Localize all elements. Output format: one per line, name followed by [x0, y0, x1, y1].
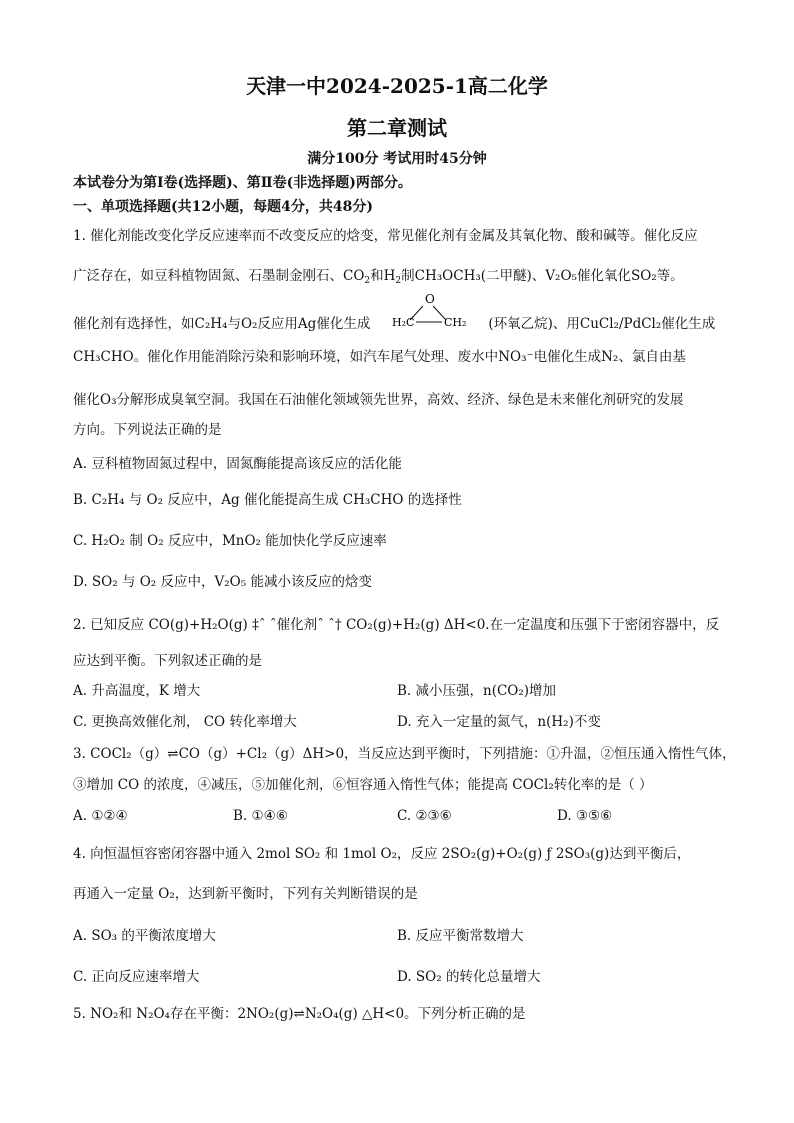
- q4-option-a: A. SO₃ 的平衡浓度增大: [73, 928, 216, 944]
- q1-option-c: C. H₂O₂ 制 O₂ 反应中，MnO₂ 能加快化学反应速率: [73, 533, 387, 549]
- epoxide-o-label: O: [425, 292, 435, 306]
- q2-option-c: C. 更换高效催化剂， CO 转化率增大: [73, 714, 297, 730]
- q1-line-1: 1. 催化剂能改变化学反应速率而不改变反应的焓变，常见催化剂有金属及其氧化物、酸和碱等。催化反应: [73, 228, 698, 244]
- q1-option-b: B. C₂H₄ 与 O₂ 反应中，Ag 催化能提高生成 CH₃CHO 的选择性: [73, 492, 462, 508]
- q3-option-d: D. ③⑤⑥: [557, 808, 613, 824]
- q1-line-6: 方向。下列说法正确的是: [73, 422, 222, 438]
- q1-line-4: CH₃CHO。催化作用能消除污染和影响环境，如汽车尾气处理、废水中NO₃⁻电催化生成N₂、氯自由基: [73, 349, 686, 365]
- epoxide-right-label: CH₂: [444, 316, 467, 329]
- q4-line-1: 4. 向恒温恒容密闭容器中通入 2mol SO₂ 和 1mol O₂，反应 2SO₂(g)+O₂(g) ƒ 2SO₃(g)达到平衡后，: [73, 846, 691, 862]
- q1-line-2: 广泛存在，如豆科植物固氮、石墨制金刚石、$CO_2$和$H_2$制CH₃OCH₃(二甲醚)、V₂O₅催化氧化SO₂等。: [73, 268, 684, 286]
- q3-line-2: ③增加 CO 的浓度，④减压，⑤加催化剂，⑥恒容通入惰性气体；能提高 COCl₂转化率的是（ ）: [73, 777, 653, 793]
- exam-intro: 本试卷分为第Ⅰ卷(选择题)、第Ⅱ卷(非选择题)两部分。: [73, 175, 412, 191]
- q2-line-1: 2. 已知反应 CO(g)+H₂O(g) ‡ˆ ˆ催化剂ˆ ˆ† CO₂(g)+H₂(g) ΔH<0.在一定温度和压强下于密闭容器中，反: [73, 617, 720, 633]
- q2-option-a: A. 升高温度，K 增大: [73, 683, 201, 699]
- q3-option-c: C. ②③⑥: [397, 808, 452, 824]
- q5-line-1: 5. NO₂和 N₂O₄存在平衡：2NO₂(g)⇌N₂O₄(g) △H<0。下列分析正确的是: [73, 1006, 526, 1022]
- epoxide-left-label: H₂C: [392, 316, 415, 329]
- q1-line-5: 催化O₃分解形成臭氧空洞。我国在石油催化领域领先世界，高效、经济、绿色是未来催化剂研究的发展: [73, 392, 684, 408]
- q1-option-d: D. SO₂ 与 O₂ 反应中，V₂O₅ 能减小该反应的焓变: [73, 574, 372, 590]
- q4-option-c: C. 正向反应速率增大: [73, 969, 200, 985]
- q2-option-d: D. 充入一定量的氮气，n(H₂)不变: [397, 714, 601, 730]
- q1-option-a: A. 豆科植物固氮过程中，固氮酶能提高该反应的活化能: [73, 456, 402, 472]
- exam-subtitle: 第二章测试: [347, 116, 447, 140]
- q2-line-2: 应达到平衡。下列叙述正确的是: [73, 653, 262, 669]
- q4-line-2: 再通入一定量 O₂，达到新平衡时，下列有关判断错误的是: [73, 886, 418, 902]
- q1-line-3: 催化剂有选择性，如C₂H₄与O₂反应用Ag催化生成 (环氧乙烷)、用CuCl₂/PdCl₂催化生成: [73, 316, 716, 332]
- q3-option-b: B. ①④⑥: [233, 808, 288, 824]
- q4-option-d: D. SO₂ 的转化总量增大: [397, 969, 541, 985]
- exam-title: 天津一中2024-2025-1高二化学: [246, 74, 548, 98]
- section-heading: 一、单项选择题(共12小题，每题4分，共48分): [73, 199, 373, 215]
- q3-line-1: 3. COCl₂（g）⇌CO（g）+Cl₂（g）ΔH>0，当反应达到平衡时，下列措施：①升温，②恒压通入惰性气体，: [73, 746, 736, 762]
- q2-option-b: B. 减小压强，n(CO₂)增加: [397, 683, 557, 699]
- q4-option-b: B. 反应平衡常数增大: [397, 928, 524, 944]
- q3-option-a: A. ①②④: [73, 808, 128, 824]
- exam-meta: 满分100分 考试用时45分钟: [307, 151, 487, 167]
